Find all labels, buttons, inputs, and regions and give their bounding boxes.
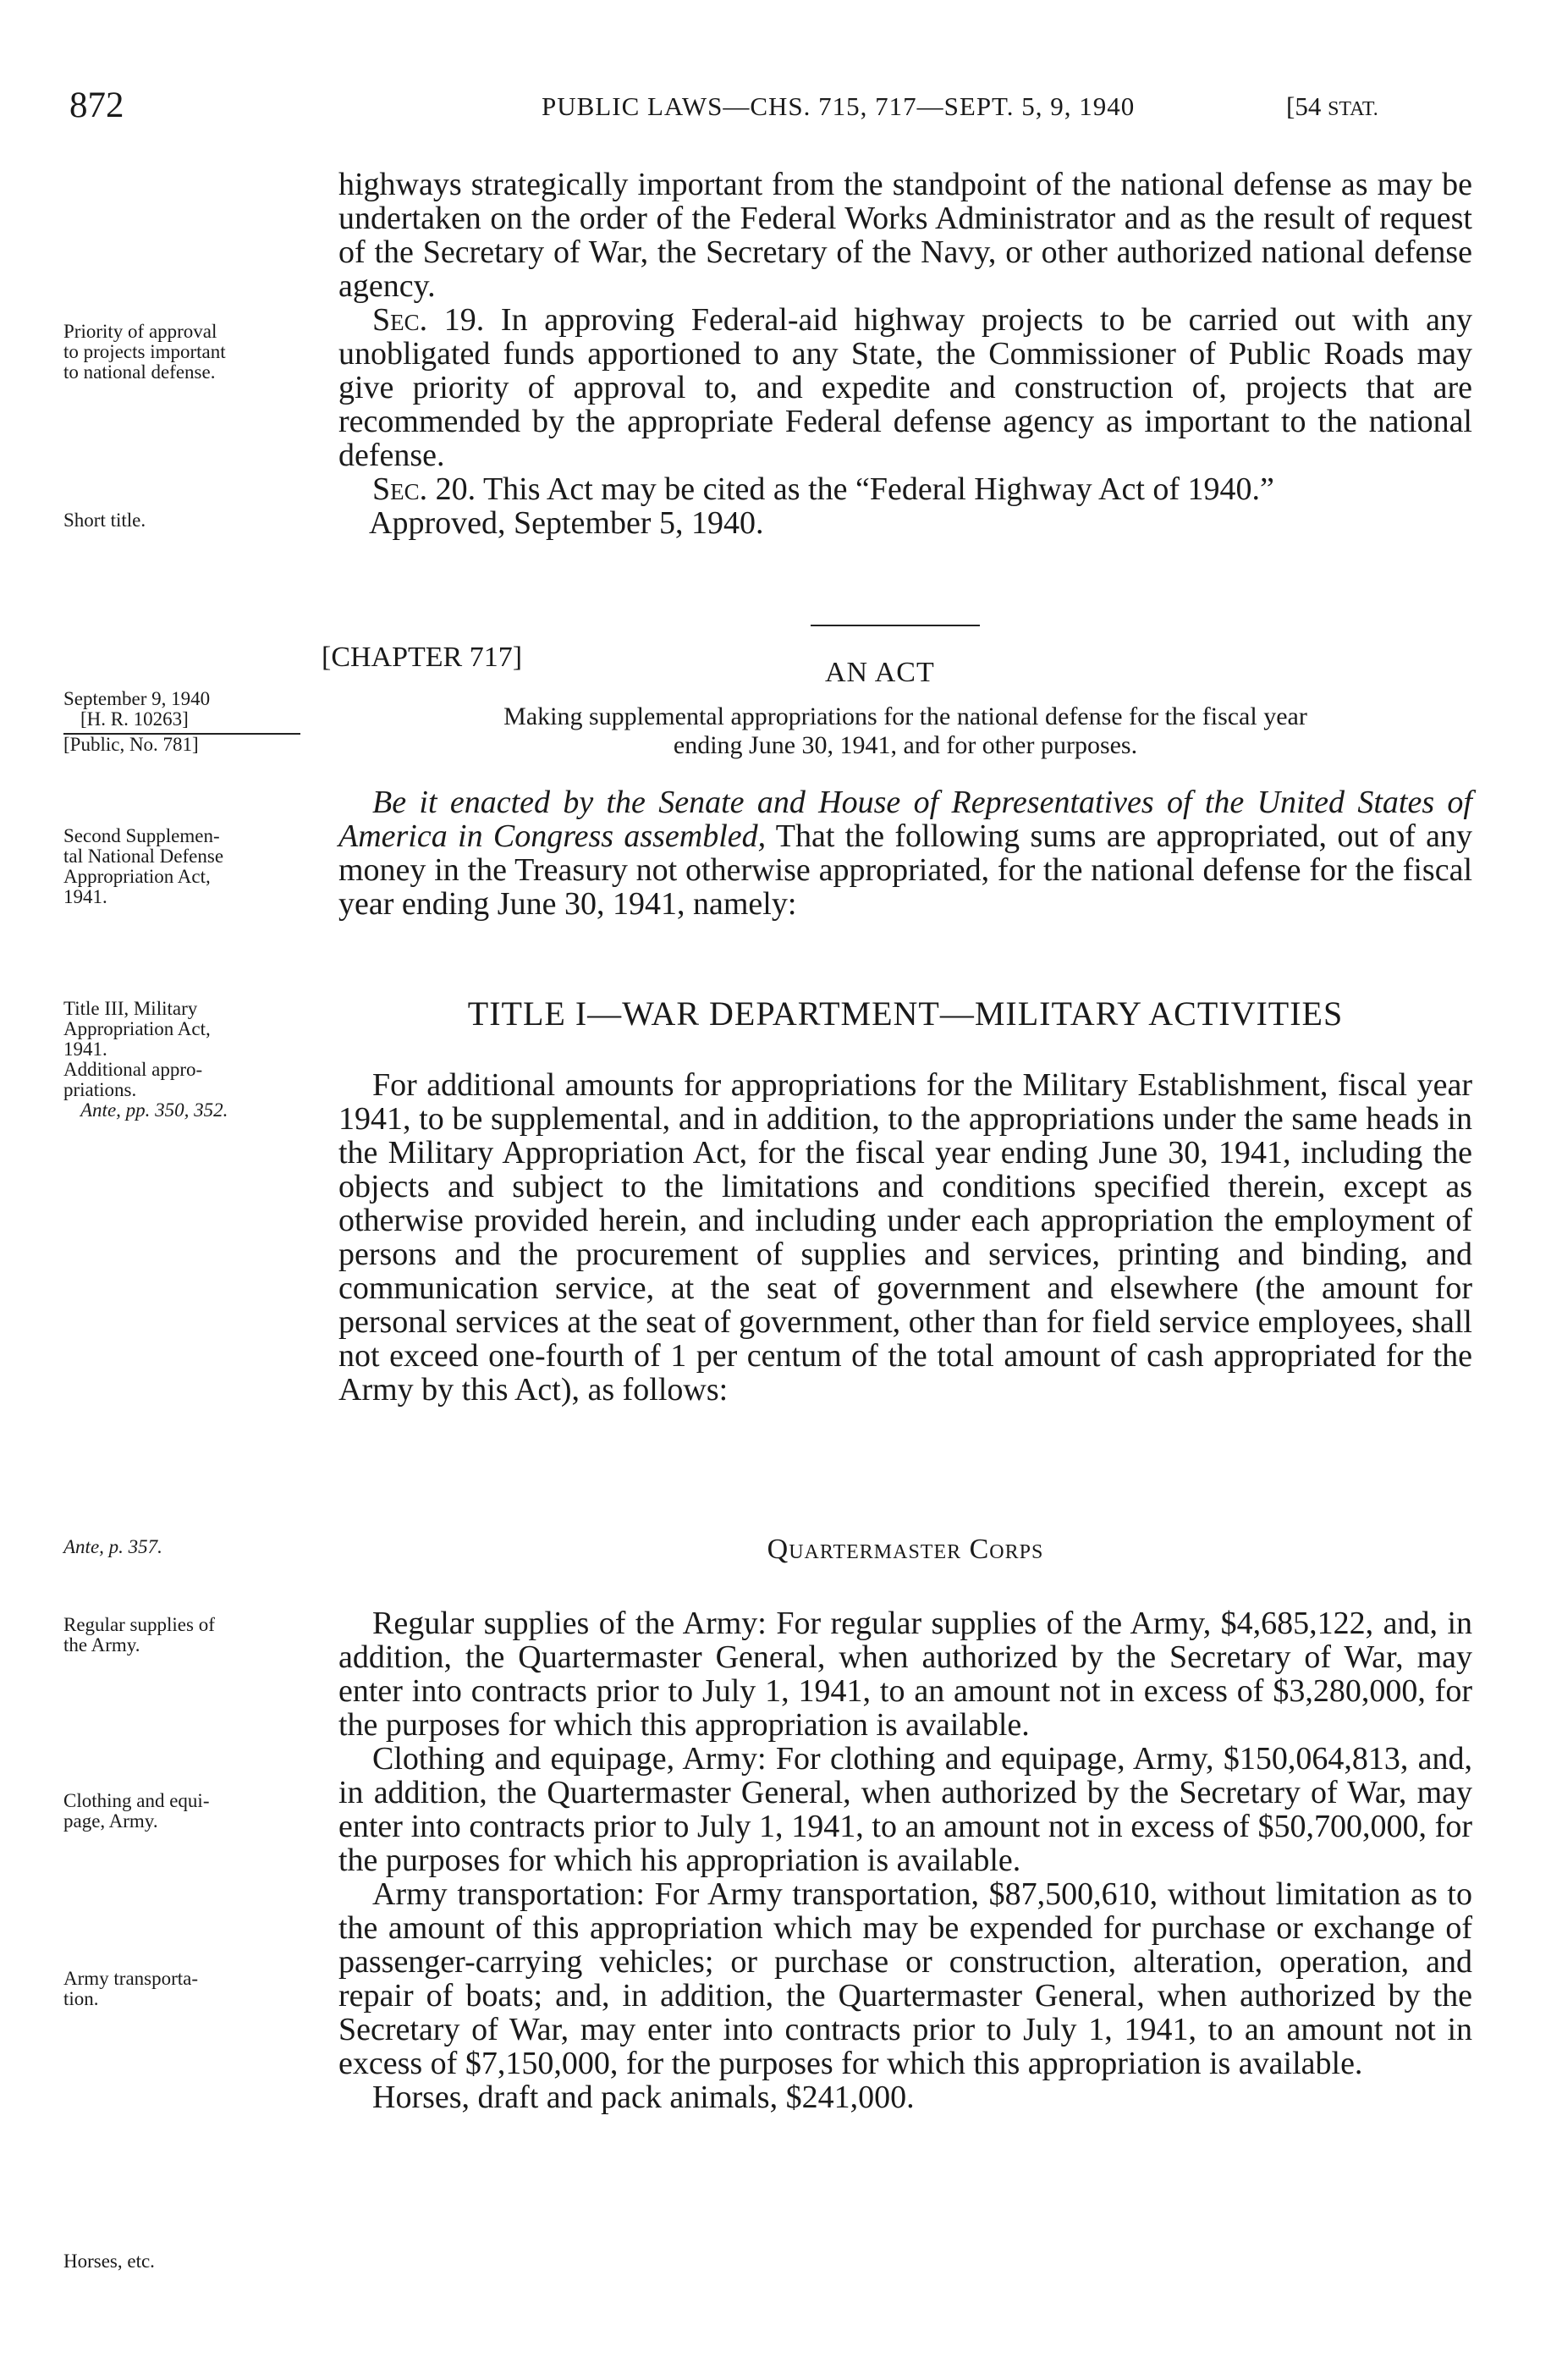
chapter-label: [CHAPTER 717] xyxy=(322,642,523,673)
sidenote-public-no: [Public, No. 781] xyxy=(63,733,300,755)
title-i-paragraph: For additional amounts for appropriations for the Military Establishment, fiscal year 1941, to be supplemental, and in addition, to the appropriations under the same heads in the Military Appropriation Act, for the fiscal year ending June 30, 1941, including the objects and subject to the limitations and conditions specified therein, except as otherwise provided herein, and including under each appropriation the employment of persons and the procurement of supplies and services, printing and binding, and communication service, at the seat of government and elsewhere (the amount for personal services at the seat of government, other than for field service employees, shall not exceed one-fourth of 1 per centum of the total amount of cash appropriated for the Army by this Act), as follows: xyxy=(338,1067,1472,1408)
sidenote-line: to projects important xyxy=(63,341,226,362)
sidenote-line: Second Supplemen- xyxy=(63,825,220,846)
sidenote-second-supplemental xyxy=(63,826,317,907)
title-i-section xyxy=(338,1068,1472,1407)
sidenote-line: Short title. xyxy=(63,510,146,531)
sidenote-line: Appropriation Act, xyxy=(63,866,211,887)
sidenote-line: tion. xyxy=(63,1988,99,2009)
sidenote-line: Title III, Military xyxy=(63,998,198,1019)
act-title-line: Making supplemental appropriations for the national defense for the fiscal year xyxy=(503,702,1307,730)
sidenote-citation: Ante, pp. 350, 352. xyxy=(80,1099,228,1121)
sidenote-line: Additional appro- xyxy=(63,1059,203,1080)
sidenote-line: Clothing and equi- xyxy=(63,1790,210,1811)
transportation-paragraph: Army transportation: For Army transportation, $87,500,610, without limitation as to the amount of this appropriation which may be expended for purchase or exchange of passenger-carrying vehicles; or purchase or construction, alteration, operation, and repair of boats; and, in addition, the Quartermaster General, when authorized by the Secretary of War, may enter into contracts prior to July 1, 1941, to an amount not in excess of $7,150,000, for the purposes for which this appropriation is available. xyxy=(338,1876,1472,2081)
sidenote-line: the Army. xyxy=(63,1634,140,1656)
quartermaster-section xyxy=(338,1606,1472,2114)
sidenote-priority xyxy=(63,322,317,383)
approval-line: Approved, September 5, 1940. xyxy=(369,505,764,541)
sidenote-line: Horses, etc. xyxy=(63,2251,155,2272)
sidenote-citation: Ante, p. 357. xyxy=(63,1536,162,1557)
sidenote-clothing xyxy=(63,1791,317,1832)
sidenote-line: tal National Defense xyxy=(63,846,224,867)
sidenote-short-title xyxy=(63,510,317,531)
sidenote-line: Army transporta- xyxy=(63,1968,199,1989)
section-text: In approving Federal-aid highway projects to be carried out with any unobligated funds apportioned to any State, the Commissioner of Public Roads may give priority of approval to, and expedite and construction of, projects that are recommended by the appropriate Federal defense agency as important to the national defense. xyxy=(338,302,1473,473)
an-act-heading: AN ACT xyxy=(825,657,935,688)
statute-reference xyxy=(1286,91,1378,122)
section-text: This Act may be cited as the “Federal Highway Act of 1940.” xyxy=(476,471,1274,507)
sidenote-line: page, Army. xyxy=(63,1810,158,1832)
top-section xyxy=(338,168,1472,540)
running-head: PUBLIC LAWS—CHS. 715, 717—SEPT. 5, 9, 1940 xyxy=(542,91,1136,121)
running-header xyxy=(0,85,1551,135)
section-19 xyxy=(338,303,1472,472)
stat-label: STAT. xyxy=(1328,98,1378,120)
page-number: 872 xyxy=(69,85,124,125)
title-heading: TITLE I—WAR DEPARTMENT—MILITARY ACTIVITIES xyxy=(467,994,1344,1033)
act-title-line: ending June 30, 1941, and for other purposes. xyxy=(673,731,1138,759)
sidenote-horses xyxy=(63,2251,317,2272)
sidenote-line: 1941. xyxy=(63,1038,107,1060)
sidenote-title-iii xyxy=(63,999,317,1121)
sidenote-bill: [H. R. 10263] xyxy=(80,708,189,730)
section-label: Sec. 19. xyxy=(372,302,485,338)
sidenote-line: Regular supplies of xyxy=(63,1614,215,1635)
sidenote-date: September 9, 1940 xyxy=(63,688,211,709)
continuation-paragraph: highways strategically important from the standpoint of the national defense as may be undertaken on the order of the Federal Works Administrator and as the result of request of the Secretary of War, the Secretary of the Navy, or other authorized national defense agency. xyxy=(338,167,1472,304)
sidenote-line: Appropriation Act, xyxy=(63,1018,211,1039)
section-label: Sec. 20. xyxy=(372,471,476,507)
enacting-formula: Be it enacted by the Senate and House of Representatives of the United States of America in Congress assembled, xyxy=(338,785,1472,854)
sidenote-act-info xyxy=(63,689,317,755)
sidenote-regular-supplies xyxy=(63,1615,317,1656)
sidenote-line: Priority of approval xyxy=(63,321,217,342)
quartermaster-heading: Quartermaster Corps xyxy=(767,1534,1044,1565)
clothing-paragraph: Clothing and equipage, Army: For clothing and equipage, Army, $150,064,813, and, in addition, the Quartermaster General, when authorized by the Secretary of War, may enter into contracts prior to July 1, 1941, to an amount not in excess of $50,700,000, for the purposes for which his appropriation is available. xyxy=(338,1741,1472,1878)
sidenote-ante xyxy=(63,1537,317,1557)
sidenote-line: to national defense. xyxy=(63,361,216,383)
stat-prefix: [54 xyxy=(1286,91,1328,121)
section-divider xyxy=(811,625,980,626)
act-title xyxy=(338,702,1472,760)
section-20 xyxy=(338,472,1472,506)
horses-paragraph: Horses, draft and pack animals, $241,000. xyxy=(372,2080,915,2115)
enacting-clause xyxy=(338,785,1472,921)
regular-supplies-paragraph: Regular supplies of the Army: For regular supplies of the Army, $4,685,122, and, in addition, the Quartermaster General, when authorized by the Secretary of War, may enter into contracts prior to July 1, 1941, to an amount not in excess of $3,280,000, for the purposes for which this appropriation is available. xyxy=(338,1606,1472,1743)
enacting-text: That the following sums are appropriated, out of any money in the Treasury not otherwise appropriated, for the national defense for the fiscal year ending June 30, 1941, namely: xyxy=(338,818,1473,922)
sidenote-line: priations. xyxy=(63,1079,137,1100)
sidenote-transportation xyxy=(63,1969,317,2009)
sidenote-line: 1941. xyxy=(63,886,107,907)
